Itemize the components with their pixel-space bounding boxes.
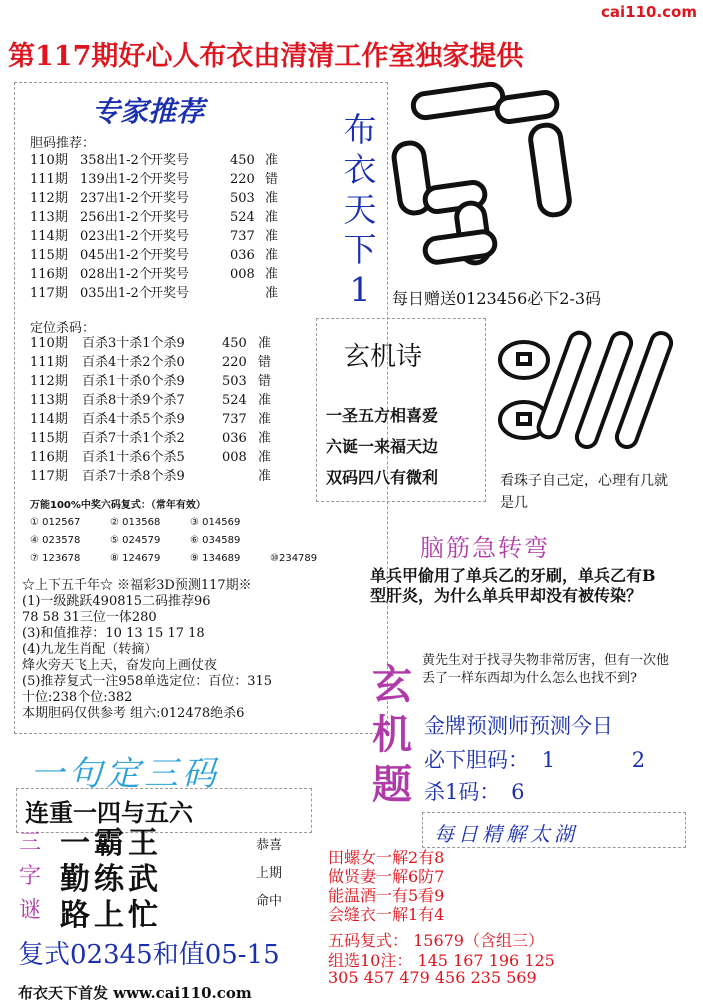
- taihu-zuxuan-2: 305 457 479 456 235 569: [328, 968, 537, 987]
- kill-cell: 112期: [30, 374, 68, 389]
- kill-cell: 113期: [30, 393, 68, 408]
- dan-cell: 准: [265, 229, 279, 244]
- kill-cell: 117期: [30, 469, 68, 484]
- dan-cell: 准: [265, 210, 279, 225]
- site-watermark: cai110.com: [601, 3, 697, 21]
- dan-row: [30, 170, 295, 189]
- poem-line: 一圣五方相喜爱: [326, 406, 439, 425]
- taihu-line: 做贤妻一解6防7: [328, 867, 445, 886]
- poem-line: 双码四八有微利: [326, 468, 439, 487]
- dan-cell: 028出1-2个: [80, 267, 152, 282]
- dan-cell: 116期: [30, 267, 68, 282]
- kill-cell: 008: [222, 450, 247, 465]
- fushi-title: 万能100%中奖六码复式：（常年有效）: [30, 500, 206, 511]
- expert-heading: 专家推荐: [92, 95, 205, 128]
- dan-cell: 023出1-2个: [80, 229, 152, 244]
- dan-row: [30, 284, 295, 303]
- taihu-lines: [328, 848, 444, 924]
- dan-cell: 036: [230, 248, 255, 263]
- dan-cell: 112期: [30, 191, 68, 206]
- dan-cell: 220: [230, 172, 255, 187]
- kill-row: [30, 448, 288, 467]
- page-title: 第117期好心人布衣由清清工作室独家提供: [8, 41, 524, 72]
- sanzi-line: 路上忙: [60, 898, 162, 933]
- dan-cell: 开奖号: [150, 248, 190, 263]
- taihu-line: 田螺女一解2有8: [328, 848, 445, 867]
- riddle-text: 单兵甲偷用了单兵乙的牙刷，单兵乙有B型肝炎，为什么单兵甲却没有被传染？: [370, 566, 656, 605]
- dan-cell: 503: [230, 191, 255, 206]
- kill-cell: 百杀4十杀5个杀9: [82, 412, 185, 427]
- dan-cell: 115期: [30, 248, 68, 263]
- kill-cell: 111期: [30, 355, 68, 370]
- kill-row: [30, 353, 288, 372]
- kill-cell: 220: [222, 355, 247, 370]
- misc-line: (5)推荐复式一注958单选定位：百位：315: [22, 674, 273, 689]
- dan-cell: 737: [230, 229, 255, 244]
- fushi-cell: ② 013568: [110, 517, 161, 528]
- misc-line: 烽火旁天飞上天，奋发向上画仗夜: [22, 658, 218, 673]
- dan-cell: 117期: [30, 286, 68, 301]
- coins-icon: [494, 320, 684, 470]
- fushi-row: [30, 550, 350, 568]
- kill-cell: 百杀4十杀2个杀0: [82, 355, 185, 370]
- dan-cell: 114期: [30, 229, 68, 244]
- dan-cell: 开奖号: [150, 229, 190, 244]
- fushi-cell: ⑨ 134689: [190, 553, 241, 564]
- misc-line: (1)一级跳跃490815二码推荐96: [22, 594, 211, 609]
- dan-cell: 450: [230, 153, 255, 168]
- kill-cell: 737: [222, 412, 247, 427]
- dan-predict-label: 必下胆码：: [424, 748, 529, 772]
- dan-predict-value: 2: [631, 748, 646, 772]
- dan-row: [30, 151, 295, 170]
- taihu-title: 每日精解太湖: [434, 822, 578, 846]
- sanzi-label: 三字谜: [18, 830, 41, 923]
- yiju-phrase: 连重一四与五六: [16, 788, 312, 833]
- kill-row: [30, 429, 288, 448]
- dan-cell: 开奖号: [150, 286, 190, 301]
- dan-predict-value: 1: [541, 748, 556, 772]
- dan-cell: 524: [230, 210, 255, 225]
- poem-line: 六诞一来福天边: [326, 437, 439, 456]
- bottom-fushi: 复式02345和值05-15: [18, 940, 280, 970]
- kill-cell: 百杀7十杀8个杀9: [82, 469, 185, 484]
- dan-cell: 错: [265, 172, 279, 187]
- dan-cell: 准: [265, 286, 279, 301]
- kill-cell: 准: [258, 450, 272, 465]
- dan-predict: [424, 744, 645, 774]
- fushi-table: [30, 514, 350, 568]
- dan-cell: 准: [265, 191, 279, 206]
- xuanji-question: 黄先生对于找寻失物非常厉害，但有一次他丢了一样东西却为什么怎么也找不到?: [422, 653, 670, 686]
- dan-label: 胆码推荐：: [30, 136, 96, 151]
- kill-row: [30, 372, 288, 391]
- xuanji-label: 玄机题: [372, 661, 412, 808]
- yiju-title: 一句定三码: [30, 754, 220, 794]
- kill-cell: 110期: [30, 336, 68, 351]
- dan-cell: 110期: [30, 153, 68, 168]
- taihu-line: 能温酒一有5看9: [328, 886, 445, 905]
- taihu-fushi: 五码复式： 15679（含组三）: [328, 931, 544, 950]
- kill-label: 定位杀码：: [30, 321, 96, 336]
- sanzi-line: 勤练武: [60, 862, 162, 897]
- gold-title: 金牌预测师预测今日: [424, 714, 613, 738]
- kill-cell: 准: [258, 431, 272, 446]
- kill-cell: 准: [258, 469, 272, 484]
- dan-row: [30, 246, 295, 265]
- misc-line: (3)和值推荐：10 13 15 17 18: [22, 626, 205, 641]
- kill-row: [30, 334, 288, 353]
- congrats-line: 上期: [256, 866, 283, 881]
- kill-cell: 115期: [30, 431, 68, 446]
- dan-row: [30, 208, 295, 227]
- fushi-row: [30, 514, 350, 532]
- dan-cell: 开奖号: [150, 172, 190, 187]
- congrats-line: 恭喜: [256, 838, 283, 853]
- kill-cell: 524: [222, 393, 247, 408]
- taihu-zuxuan: 组选10注： 145 167 196 125: [328, 951, 555, 970]
- dan-cell: 237出1-2个: [80, 191, 152, 206]
- kill-cell: 百杀7十杀1个杀2: [82, 431, 185, 446]
- kill-cell: 百杀3十杀1个杀9: [82, 336, 185, 351]
- stick-figure-icon: [385, 75, 585, 275]
- poem-title: 玄机诗: [344, 342, 423, 372]
- dan-cell: [230, 284, 265, 303]
- misc-line: 78 58 31三位一体280: [22, 610, 157, 625]
- sanzi-lines: [60, 826, 162, 934]
- buyi-vertical: 布衣天下1: [343, 110, 377, 309]
- dan-cell: 准: [265, 267, 279, 282]
- footer: 布衣天下首发 www.cai110.com: [18, 984, 252, 1002]
- misc-line: (4)九龙生肖配（转摘）: [22, 642, 158, 657]
- kill-predict: [424, 776, 524, 806]
- fushi-cell: ③ 014569: [190, 517, 241, 528]
- kill-cell: 百杀8十杀9个杀7: [82, 393, 185, 408]
- kill-cell: 450: [222, 336, 247, 351]
- fushi-cell: ④ 023578: [30, 535, 81, 546]
- fushi-row: [30, 532, 350, 550]
- fushi-cell: ⑥ 034589: [190, 535, 241, 546]
- kill-cell: 百杀1十杀6个杀5: [82, 450, 185, 465]
- dan-cell: 开奖号: [150, 191, 190, 206]
- dan-cell: 开奖号: [150, 153, 190, 168]
- fushi-cell: ⑤ 024579: [110, 535, 161, 546]
- poem-note: 看珠子自己定，心理有几就是几: [500, 473, 668, 511]
- fushi-cell: ① 012567: [30, 517, 81, 528]
- congrats-line: 命中: [256, 894, 283, 909]
- kill-predict-label: 杀1码：: [424, 780, 501, 804]
- misc-lines: [22, 578, 272, 722]
- dan-cell: 准: [265, 153, 279, 168]
- misc-line: 十位:238个位:382: [22, 690, 133, 705]
- dan-table: [30, 151, 295, 303]
- kill-cell: 准: [258, 393, 272, 408]
- sanzi-line: 一霸王: [60, 826, 162, 861]
- fushi-cell: ⑦ 123678: [30, 553, 81, 564]
- kill-cell: 准: [258, 336, 272, 351]
- dan-cell: 256出1-2个: [80, 210, 152, 225]
- kill-predict-value: 6: [511, 780, 525, 804]
- kill-cell: 准: [258, 412, 272, 427]
- dan-cell: 045出1-2个: [80, 248, 152, 263]
- riddle-title: 脑筋急转弯: [420, 534, 550, 562]
- dan-row: [30, 227, 295, 246]
- fushi-cell: ⑩234789: [270, 553, 318, 564]
- misc-line: ☆上下五千年☆ ※福彩3D预测117期※: [22, 578, 252, 593]
- kill-row: [30, 410, 288, 429]
- kill-cell: 百杀1十杀0个杀9: [82, 374, 185, 389]
- sanzi-congrats: [256, 832, 282, 916]
- kill-cell: [222, 467, 258, 486]
- dan-cell: 358出1-2个: [80, 153, 152, 168]
- kill-cell: 错: [258, 374, 272, 389]
- kill-table: [30, 334, 288, 486]
- dan-cell: 113期: [30, 210, 68, 225]
- kill-cell: 503: [222, 374, 247, 389]
- buyi-daily: 每日赠送0123456必下2-3码: [392, 289, 602, 308]
- dan-cell: 111期: [30, 172, 68, 187]
- dan-cell: 035出1-2个: [80, 286, 152, 301]
- dan-row: [30, 265, 295, 284]
- kill-cell: 114期: [30, 412, 68, 427]
- dan-cell: 139出1-2个: [80, 172, 152, 187]
- poem-lines: [326, 400, 438, 493]
- dan-cell: 008: [230, 267, 255, 282]
- fushi-cell: ⑧ 124679: [110, 553, 161, 564]
- kill-cell: 116期: [30, 450, 68, 465]
- dan-row: [30, 189, 295, 208]
- misc-line: 本期胆码仅供参考 组六:012478绝杀6: [22, 706, 245, 721]
- dan-cell: 开奖号: [150, 210, 190, 225]
- kill-row: [30, 391, 288, 410]
- kill-row: [30, 467, 288, 486]
- dan-cell: 开奖号: [150, 267, 190, 282]
- kill-cell: 错: [258, 355, 272, 370]
- dan-cell: 准: [265, 248, 279, 263]
- taihu-line: 会缝衣一解1有4: [328, 905, 445, 924]
- kill-cell: 036: [222, 431, 247, 446]
